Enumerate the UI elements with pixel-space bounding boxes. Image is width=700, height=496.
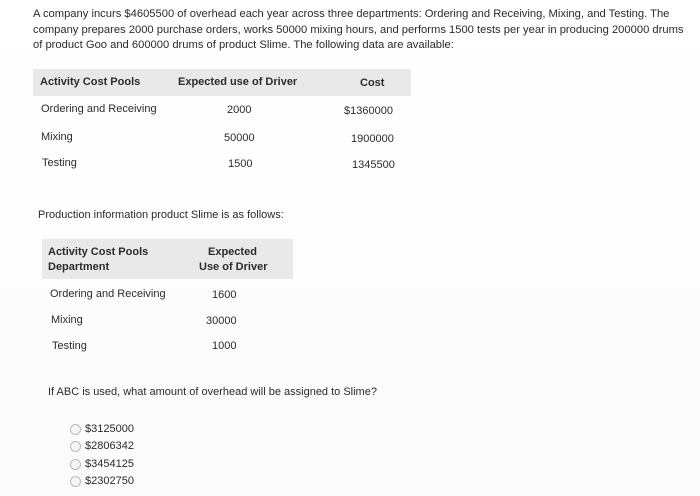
answer-option[interactable] — [70, 438, 134, 454]
table2-header-expected-line2: Use of Driver — [199, 261, 268, 273]
table2-header-pool-line1: Activity Cost Pools — [48, 246, 149, 258]
question-text: If ABC is used, what amount of overhead will be assigned to Slime? — [48, 386, 377, 398]
table1-header-cost: Cost — [360, 77, 385, 89]
slime-table-header — [42, 239, 293, 279]
answer-option[interactable] — [70, 473, 134, 489]
table2-row-pool: Ordering and Receiving — [50, 288, 166, 300]
table1-row-cost: $1360000 — [344, 105, 393, 117]
table1-row-pool: Testing — [42, 157, 77, 169]
radio-button[interactable] — [70, 441, 81, 452]
table1-row-driver: 50000 — [224, 132, 255, 144]
table2-row-value: 30000 — [206, 315, 237, 327]
answer-option[interactable] — [70, 456, 134, 472]
problem-statement: A company incurs $4605500 of overhead each year across three departments: Ordering and Receiving, Mixing, and Testing. The company prepares 2000 purchase orders, works 50000 mixing hours, and performs 1500 tests per year in producing 200000 drums of product Goo and 600000 drums of product Slime. The following data are available: — [33, 8, 684, 51]
radio-button[interactable] — [70, 476, 81, 487]
answer-option-label: $3454125 — [85, 458, 134, 470]
table2-row-pool: Mixing — [51, 314, 83, 326]
answer-option-label: $2806342 — [85, 440, 134, 452]
table2-row-value: 1000 — [212, 340, 237, 352]
slime-production-intro: Production information product Slime is as follows: — [38, 209, 284, 221]
table1-header-driver: Expected use of Driver — [178, 76, 298, 88]
table1-row-pool: Ordering and Receiving — [41, 103, 157, 115]
answer-option-label: $2302750 — [85, 475, 134, 487]
answer-option-label: $3125000 — [85, 423, 134, 435]
table1-row-driver: 2000 — [227, 104, 252, 116]
table2-row-value: 1600 — [212, 289, 237, 301]
table1-row-driver: 1500 — [228, 158, 253, 170]
answer-option[interactable] — [70, 421, 134, 437]
cost-pool-table-header — [33, 69, 411, 96]
radio-button[interactable] — [70, 459, 81, 470]
table2-header-pool-line2: Department — [48, 261, 110, 273]
radio-button[interactable] — [70, 424, 81, 435]
table1-row-cost: 1900000 — [351, 133, 394, 145]
table2-header-expected-line1: Expected — [208, 246, 257, 258]
table1-header-pool: Activity Cost Pools — [40, 76, 141, 88]
table1-row-pool: Mixing — [41, 131, 73, 143]
table1-row-cost: 1345500 — [352, 159, 395, 171]
table2-row-pool: Testing — [52, 340, 87, 352]
